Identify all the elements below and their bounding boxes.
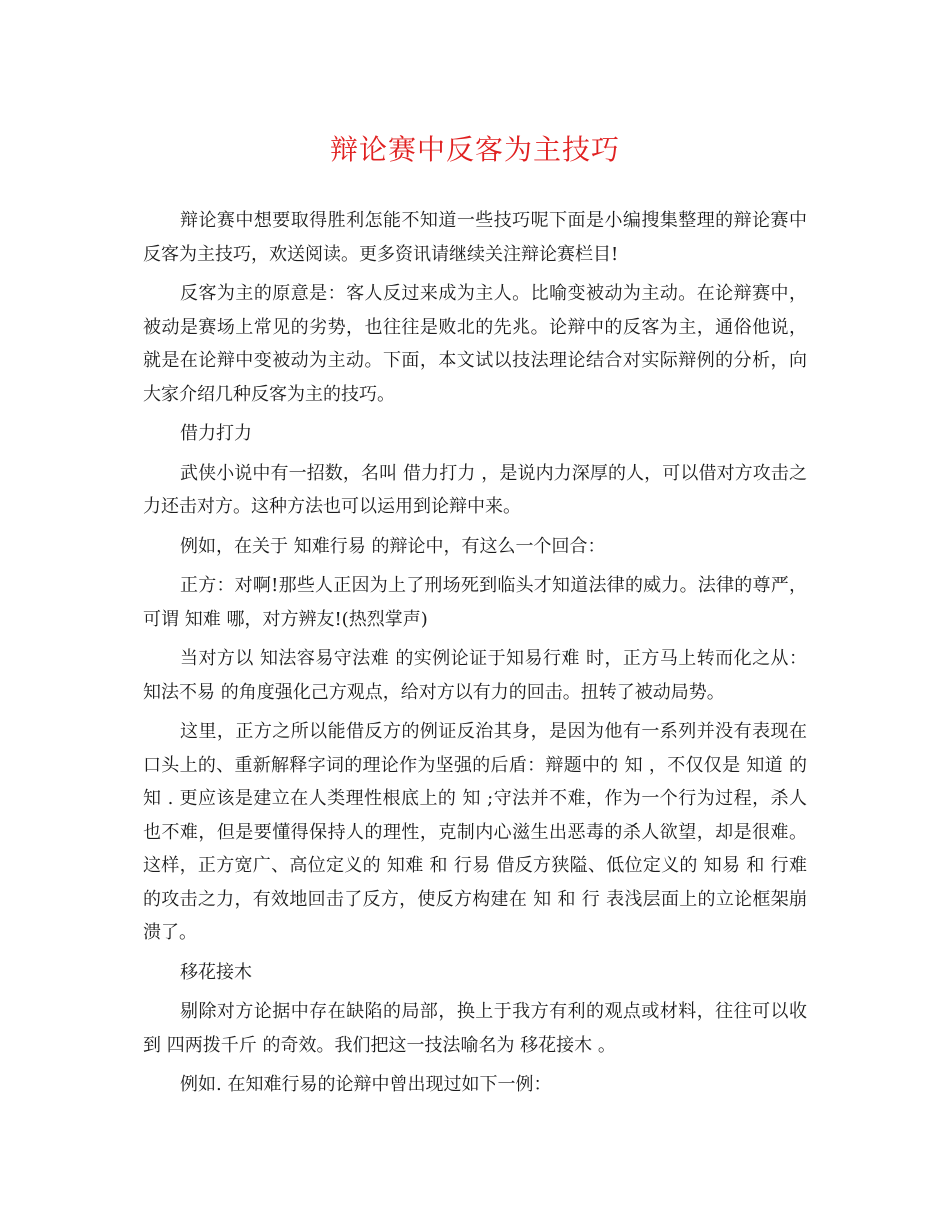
- document-title: 辩论赛中反客为主技巧: [329, 133, 620, 166]
- paragraph-affirmative-quote: 正方：对啊!那些人正因为上了刑场死到临头才知道法律的威力。法律的尊严，可谓 知难 哪，对方辨友!(热烈掌声): [143, 575, 807, 630]
- section-heading-yihuajiemu: 移花接木: [180, 961, 252, 983]
- paragraph-example-intro: 例如，在关于 知难行易 的辩论中，有这么一个回合：: [180, 535, 606, 557]
- paragraph-intro: 辩论赛中想要取得胜利怎能不知道一些技巧呢下面是小编搜集整理的辩论赛中反客为主技巧，欢送阅读。更多资讯请继续关注辩论赛栏目!: [143, 210, 807, 265]
- paragraph-yihuajiemu-desc: 剔除对方论据中存在缺陷的局部，换上于我方有利的观点或材料，往往可以收到 四两拨千斤 的奇效。我们把这一技法喻名为 移花接木 。: [143, 1001, 807, 1056]
- paragraph-definition: 反客为主的原意是：客人反过来成为主人。比喻变被动为主动。在论辩赛中，被动是赛场上常见的劣势，也往往是败北的先兆。论辩中的反客为主，通俗他说，就是在论辩中变被动为主动。下面，本文试以技法理论结合对实际辩例的分析，向大家介绍几种反客为主的技巧。: [143, 283, 807, 405]
- paragraph-example-2: 例如. 在知难行易的论辩中曾出现过如下一例：: [180, 1074, 552, 1095]
- paragraph-rebuttal: 当对方以 知法容易守法难 的实例论证于知易行难 时，正方马上转而化之从： 知法不易 的角度强化己方观点，给对方以有力的回击。扭转了被动局势。: [143, 648, 807, 703]
- paragraph-jielidali-desc: 武侠小说中有一招数，名叫 借力打力 ，是说内力深厚的人，可以借对方攻击之力还击对方。这种方法也可以运用到论辩中来。: [143, 462, 807, 517]
- document-body: [143, 204, 807, 1108]
- paragraph-analysis: 这里，正方之所以能借反方的例证反治其身，是因为他有一系列并没有表现在口头上的、重新解释字词的理论作为坚强的后盾：辩题中的 知 ，不仅仅是 知道 的 知 . 更应该是建立在人类理性根底上的 知 ;守法并不难，作为一个行为过程，杀人也不难，但是要懂得保持人的理性，克制内心滋生出恶毒的杀人欲望，却是很难。这样，正方宽广、高位定义的 知难 和 行易 借反方狭隘、低位定义的 知易 和 行难 的攻击之力，有效地回击了反方，使反方构建在 知 和 行 表浅层面上的立论框架崩溃了。: [143, 721, 807, 943]
- section-heading-jielidali: 借力打力: [180, 423, 252, 444]
